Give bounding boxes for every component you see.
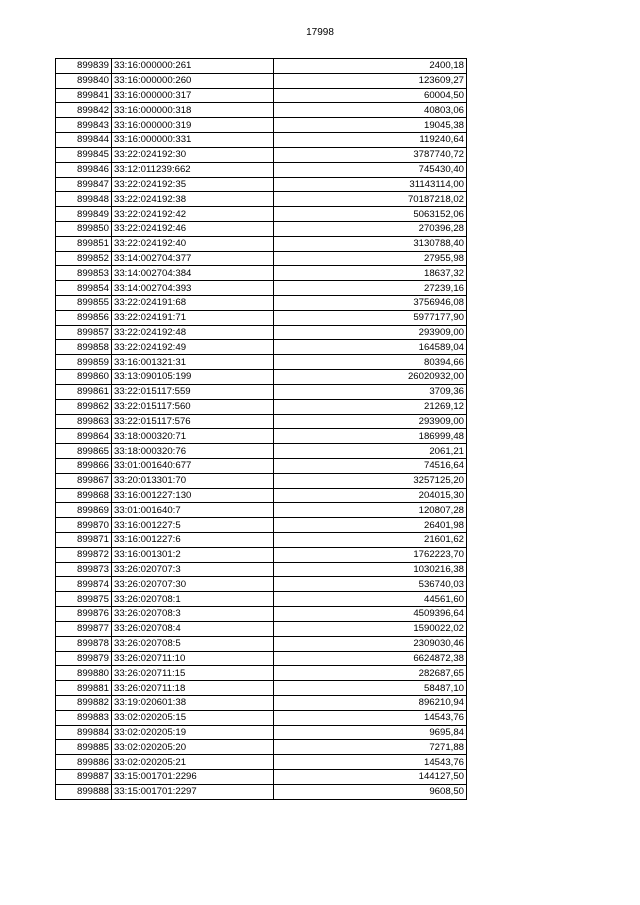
record-number-cell: 899876 bbox=[56, 607, 112, 622]
record-number-cell: 899848 bbox=[56, 192, 112, 207]
cadastral-value-cell: 9608,50 bbox=[274, 784, 467, 799]
table-body bbox=[56, 59, 467, 800]
cadastral-number-cell: 33:18:000320:71 bbox=[112, 429, 274, 444]
cadastral-number-cell: 33:14:002704:384 bbox=[112, 266, 274, 281]
cadastral-value-cell: 18637,32 bbox=[274, 266, 467, 281]
record-number-cell: 899842 bbox=[56, 103, 112, 118]
cadastral-value-cell: 270396,28 bbox=[274, 221, 467, 236]
cadastral-number-cell: 33:15:001701:2296 bbox=[112, 770, 274, 785]
record-number-cell: 899857 bbox=[56, 325, 112, 340]
cadastral-value-cell: 80394,66 bbox=[274, 355, 467, 370]
record-number-cell: 899885 bbox=[56, 740, 112, 755]
record-number-cell: 899877 bbox=[56, 621, 112, 636]
cadastral-value-cell: 9695,84 bbox=[274, 725, 467, 740]
cadastral-number-cell: 33:16:001301:2 bbox=[112, 547, 274, 562]
cadastral-number-cell: 33:16:001227:6 bbox=[112, 533, 274, 548]
cadastral-number-cell: 33:26:020707:3 bbox=[112, 562, 274, 577]
table-row bbox=[56, 533, 467, 548]
cadastral-value-cell: 5977177,90 bbox=[274, 310, 467, 325]
cadastral-number-cell: 33:22:015117:559 bbox=[112, 384, 274, 399]
table-row bbox=[56, 725, 467, 740]
page-number: 17998 bbox=[306, 27, 334, 38]
record-number-cell: 899888 bbox=[56, 784, 112, 799]
cadastral-value-cell: 120807,28 bbox=[274, 503, 467, 518]
cadastral-number-cell: 33:22:024192:35 bbox=[112, 177, 274, 192]
table-row bbox=[56, 755, 467, 770]
cadastral-number-cell: 33:22:024192:40 bbox=[112, 236, 274, 251]
cadastral-number-cell: 33:16:001227:130 bbox=[112, 488, 274, 503]
table-row bbox=[56, 681, 467, 696]
cadastral-number-cell: 33:26:020711:10 bbox=[112, 651, 274, 666]
cadastral-value-cell: 164589,04 bbox=[274, 340, 467, 355]
cadastral-value-cell: 27955,98 bbox=[274, 251, 467, 266]
record-number-cell: 899872 bbox=[56, 547, 112, 562]
table-row bbox=[56, 325, 467, 340]
cadastral-value-cell: 144127,50 bbox=[274, 770, 467, 785]
cadastral-number-cell: 33:22:024192:38 bbox=[112, 192, 274, 207]
cadastral-number-cell: 33:16:000000:317 bbox=[112, 88, 274, 103]
table-row bbox=[56, 59, 467, 74]
record-number-cell: 899868 bbox=[56, 488, 112, 503]
cadastral-number-cell: 33:26:020711:15 bbox=[112, 666, 274, 681]
table-row bbox=[56, 458, 467, 473]
table-row bbox=[56, 266, 467, 281]
record-number-cell: 899875 bbox=[56, 592, 112, 607]
cadastral-number-cell: 33:26:020708:5 bbox=[112, 636, 274, 651]
cadastral-number-cell: 33:19:020601:38 bbox=[112, 695, 274, 710]
cadastral-number-cell: 33:16:000000:319 bbox=[112, 118, 274, 133]
cadastral-value-cell: 26401,98 bbox=[274, 518, 467, 533]
table-row bbox=[56, 621, 467, 636]
record-number-cell: 899851 bbox=[56, 236, 112, 251]
table-row bbox=[56, 296, 467, 311]
cadastral-value-cell: 896210,94 bbox=[274, 695, 467, 710]
record-number-cell: 899881 bbox=[56, 681, 112, 696]
cadastral-number-cell: 33:02:020205:20 bbox=[112, 740, 274, 755]
cadastral-value-cell: 3709,36 bbox=[274, 384, 467, 399]
table-row bbox=[56, 414, 467, 429]
table-row bbox=[56, 88, 467, 103]
record-number-cell: 899854 bbox=[56, 281, 112, 296]
record-number-cell: 899879 bbox=[56, 651, 112, 666]
record-number-cell: 899856 bbox=[56, 310, 112, 325]
record-number-cell: 899865 bbox=[56, 444, 112, 459]
table-row bbox=[56, 340, 467, 355]
table-row bbox=[56, 562, 467, 577]
record-number-cell: 899874 bbox=[56, 577, 112, 592]
table-row bbox=[56, 73, 467, 88]
record-number-cell: 899843 bbox=[56, 118, 112, 133]
table-row bbox=[56, 547, 467, 562]
record-number-cell: 899880 bbox=[56, 666, 112, 681]
cadastral-number-cell: 33:22:024191:68 bbox=[112, 296, 274, 311]
cadastral-number-cell: 33:20:013301:70 bbox=[112, 473, 274, 488]
table-row bbox=[56, 399, 467, 414]
cadastral-value-cell: 1762223,70 bbox=[274, 547, 467, 562]
record-number-cell: 899852 bbox=[56, 251, 112, 266]
table-row bbox=[56, 384, 467, 399]
record-number-cell: 899844 bbox=[56, 133, 112, 148]
cadastral-value-cell: 21269,12 bbox=[274, 399, 467, 414]
record-number-cell: 899884 bbox=[56, 725, 112, 740]
table-row bbox=[56, 162, 467, 177]
cadastral-number-cell: 33:16:001321:31 bbox=[112, 355, 274, 370]
record-number-cell: 899839 bbox=[56, 59, 112, 74]
cadastral-value-cell: 3257125,20 bbox=[274, 473, 467, 488]
table-row bbox=[56, 518, 467, 533]
cadastral-value-cell: 3130788,40 bbox=[274, 236, 467, 251]
record-number-cell: 899860 bbox=[56, 370, 112, 385]
cadastral-number-cell: 33:22:015117:560 bbox=[112, 399, 274, 414]
cadastral-number-cell: 33:18:000320:76 bbox=[112, 444, 274, 459]
cadastral-value-cell: 2061,21 bbox=[274, 444, 467, 459]
cadastral-value-cell: 1590022,02 bbox=[274, 621, 467, 636]
cadastral-number-cell: 33:22:024192:42 bbox=[112, 207, 274, 222]
cadastral-value-cell: 186999,48 bbox=[274, 429, 467, 444]
table-row bbox=[56, 370, 467, 385]
cadastral-value-cell: 14543,76 bbox=[274, 710, 467, 725]
cadastral-value-cell: 5063152,06 bbox=[274, 207, 467, 222]
table-row bbox=[56, 192, 467, 207]
cadastral-number-cell: 33:26:020707:30 bbox=[112, 577, 274, 592]
cadastral-number-cell: 33:22:024192:30 bbox=[112, 147, 274, 162]
record-number-cell: 899840 bbox=[56, 73, 112, 88]
cadastral-number-cell: 33:22:024192:49 bbox=[112, 340, 274, 355]
cadastral-number-cell: 33:13:090105:199 bbox=[112, 370, 274, 385]
cadastral-value-cell: 3787740,72 bbox=[274, 147, 467, 162]
table-row bbox=[56, 592, 467, 607]
record-number-cell: 899845 bbox=[56, 147, 112, 162]
cadastral-value-cell: 27239,16 bbox=[274, 281, 467, 296]
record-number-cell: 899882 bbox=[56, 695, 112, 710]
record-number-cell: 899886 bbox=[56, 755, 112, 770]
cadastral-value-cell: 40803,06 bbox=[274, 103, 467, 118]
table-row bbox=[56, 577, 467, 592]
table-row bbox=[56, 473, 467, 488]
record-number-cell: 899878 bbox=[56, 636, 112, 651]
record-number-cell: 899850 bbox=[56, 221, 112, 236]
table-row bbox=[56, 207, 467, 222]
cadastral-value-cell: 1030216,38 bbox=[274, 562, 467, 577]
cadastral-number-cell: 33:16:000000:261 bbox=[112, 59, 274, 74]
record-number-cell: 899864 bbox=[56, 429, 112, 444]
record-number-cell: 899846 bbox=[56, 162, 112, 177]
cadastral-value-cell: 293909,00 bbox=[274, 414, 467, 429]
cadastral-number-cell: 33:16:000000:260 bbox=[112, 73, 274, 88]
cadastral-value-cell: 745430,40 bbox=[274, 162, 467, 177]
cadastral-number-cell: 33:16:001227:5 bbox=[112, 518, 274, 533]
record-number-cell: 899873 bbox=[56, 562, 112, 577]
cadastral-number-cell: 33:16:000000:318 bbox=[112, 103, 274, 118]
table-row bbox=[56, 118, 467, 133]
table-row bbox=[56, 251, 467, 266]
table-row bbox=[56, 177, 467, 192]
cadastral-value-cell: 26020932,00 bbox=[274, 370, 467, 385]
cadastral-number-cell: 33:01:001640:7 bbox=[112, 503, 274, 518]
table-row bbox=[56, 147, 467, 162]
table-row bbox=[56, 503, 467, 518]
cadastral-number-cell: 33:22:024192:48 bbox=[112, 325, 274, 340]
cadastral-value-cell: 14543,76 bbox=[274, 755, 467, 770]
table-row bbox=[56, 784, 467, 799]
cadastral-value-cell: 119240,64 bbox=[274, 133, 467, 148]
cadastral-number-cell: 33:26:020708:1 bbox=[112, 592, 274, 607]
table-row bbox=[56, 236, 467, 251]
cadastral-value-cell: 74516,64 bbox=[274, 458, 467, 473]
cadastral-value-cell: 44561,60 bbox=[274, 592, 467, 607]
cadastral-number-cell: 33:26:020708:3 bbox=[112, 607, 274, 622]
cadastral-value-cell: 4509396,64 bbox=[274, 607, 467, 622]
cadastral-value-cell: 60004,50 bbox=[274, 88, 467, 103]
cadastral-value-cell: 58487,10 bbox=[274, 681, 467, 696]
table-row bbox=[56, 488, 467, 503]
cadastral-value-cell: 7271,88 bbox=[274, 740, 467, 755]
table-row bbox=[56, 666, 467, 681]
record-number-cell: 899870 bbox=[56, 518, 112, 533]
table-row bbox=[56, 607, 467, 622]
record-number-cell: 899841 bbox=[56, 88, 112, 103]
cadastral-value-cell: 70187218,02 bbox=[274, 192, 467, 207]
cadastral-number-cell: 33:26:020711:18 bbox=[112, 681, 274, 696]
cadastral-value-cell: 2400,18 bbox=[274, 59, 467, 74]
record-number-cell: 899887 bbox=[56, 770, 112, 785]
cadastral-value-cell: 2309030,46 bbox=[274, 636, 467, 651]
record-number-cell: 899849 bbox=[56, 207, 112, 222]
record-number-cell: 899862 bbox=[56, 399, 112, 414]
record-number-cell: 899858 bbox=[56, 340, 112, 355]
cadastral-number-cell: 33:22:015117:576 bbox=[112, 414, 274, 429]
record-number-cell: 899855 bbox=[56, 296, 112, 311]
table-row bbox=[56, 651, 467, 666]
table-row bbox=[56, 636, 467, 651]
cadastral-value-cell: 123609,27 bbox=[274, 73, 467, 88]
cadastral-value-cell: 21601,62 bbox=[274, 533, 467, 548]
record-number-cell: 899863 bbox=[56, 414, 112, 429]
cadastral-value-table bbox=[55, 58, 467, 800]
table-row bbox=[56, 429, 467, 444]
table-row bbox=[56, 310, 467, 325]
cadastral-number-cell: 33:02:020205:15 bbox=[112, 710, 274, 725]
cadastral-number-cell: 33:14:002704:393 bbox=[112, 281, 274, 296]
record-number-cell: 899883 bbox=[56, 710, 112, 725]
record-number-cell: 899861 bbox=[56, 384, 112, 399]
cadastral-value-cell: 282687,65 bbox=[274, 666, 467, 681]
record-number-cell: 899866 bbox=[56, 458, 112, 473]
record-number-cell: 899871 bbox=[56, 533, 112, 548]
cadastral-number-cell: 33:01:001640:677 bbox=[112, 458, 274, 473]
table-row bbox=[56, 281, 467, 296]
table-row bbox=[56, 133, 467, 148]
table-row bbox=[56, 710, 467, 725]
table-row bbox=[56, 740, 467, 755]
cadastral-value-cell: 6624872,38 bbox=[274, 651, 467, 666]
cadastral-value-cell: 293909,00 bbox=[274, 325, 467, 340]
cadastral-value-cell: 31143114,00 bbox=[274, 177, 467, 192]
cadastral-number-cell: 33:16:000000:331 bbox=[112, 133, 274, 148]
table-row bbox=[56, 770, 467, 785]
table-row bbox=[56, 444, 467, 459]
table-row bbox=[56, 221, 467, 236]
cadastral-number-cell: 33:12:011239:662 bbox=[112, 162, 274, 177]
cadastral-number-cell: 33:02:020205:21 bbox=[112, 755, 274, 770]
record-number-cell: 899853 bbox=[56, 266, 112, 281]
table-row bbox=[56, 695, 467, 710]
record-number-cell: 899847 bbox=[56, 177, 112, 192]
cadastral-value-cell: 204015,30 bbox=[274, 488, 467, 503]
record-number-cell: 899869 bbox=[56, 503, 112, 518]
cadastral-value-cell: 536740,03 bbox=[274, 577, 467, 592]
cadastral-number-cell: 33:02:020205:19 bbox=[112, 725, 274, 740]
cadastral-value-cell: 19045,38 bbox=[274, 118, 467, 133]
record-number-cell: 899859 bbox=[56, 355, 112, 370]
cadastral-value-cell: 3756946,08 bbox=[274, 296, 467, 311]
table-row bbox=[56, 103, 467, 118]
cadastral-number-cell: 33:26:020708:4 bbox=[112, 621, 274, 636]
cadastral-number-cell: 33:15:001701:2297 bbox=[112, 784, 274, 799]
cadastral-number-cell: 33:22:024192:46 bbox=[112, 221, 274, 236]
table-row bbox=[56, 355, 467, 370]
cadastral-number-cell: 33:14:002704:377 bbox=[112, 251, 274, 266]
cadastral-number-cell: 33:22:024191:71 bbox=[112, 310, 274, 325]
record-number-cell: 899867 bbox=[56, 473, 112, 488]
